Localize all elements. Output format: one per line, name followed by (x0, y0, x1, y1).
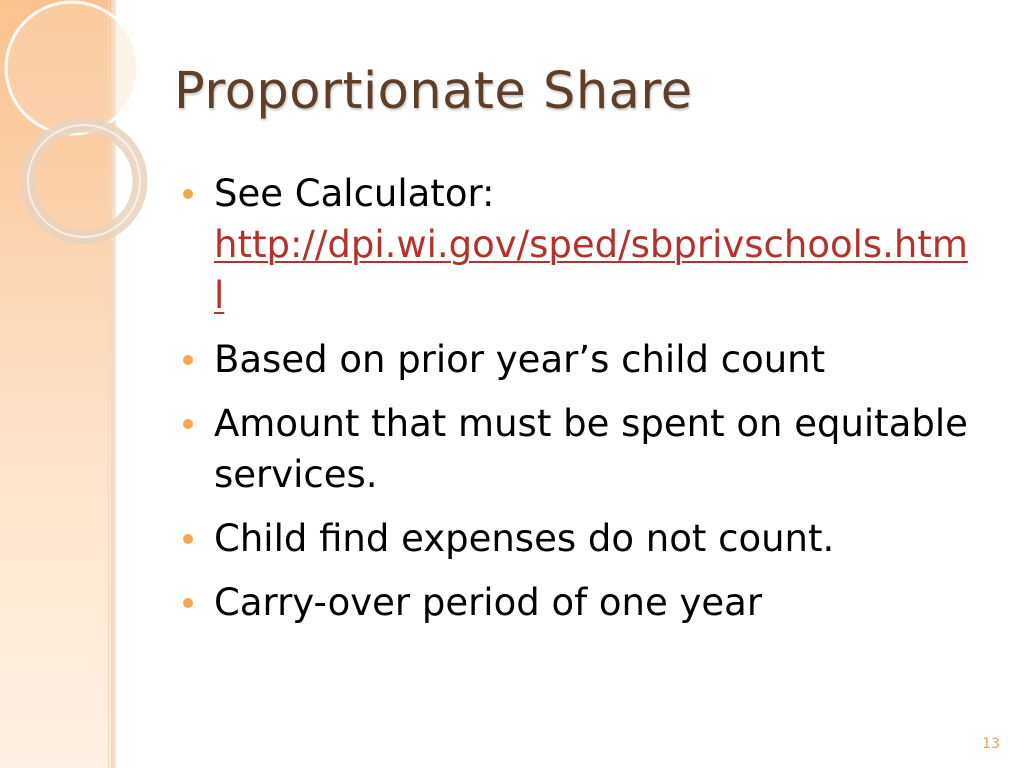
slide-title: Proportionate Share (174, 62, 693, 121)
bullet-item (182, 398, 982, 500)
bullet-text: Based on prior year’s child count (214, 338, 826, 381)
bullet-list (182, 168, 982, 641)
bullet-dot-icon (183, 189, 193, 199)
bullet-text: Carry-over period of one year (214, 581, 763, 624)
bullet-dot-icon (183, 419, 193, 429)
bullet-item (182, 334, 982, 385)
bullet-dot-icon (183, 355, 193, 365)
bullet-item (182, 168, 982, 321)
bullet-text: Child find expenses do not count. (214, 517, 835, 560)
calculator-link[interactable]: http://dpi.wi.gov/sped/sbprivschools.html (214, 223, 968, 317)
bullet-item (182, 577, 982, 628)
bullet-dot-icon (183, 534, 193, 544)
bullet-dot-icon (183, 598, 193, 608)
page-number: 13 (982, 736, 1000, 752)
bullet-item (182, 513, 982, 564)
bullet-text: See Calculator: (214, 172, 495, 215)
bullet-text: Amount that must be spent on equitable services. (214, 402, 968, 496)
thick-ring-highlight (28, 125, 140, 237)
large-ring-shape (6, 2, 138, 134)
ring-decoration (0, 0, 160, 260)
